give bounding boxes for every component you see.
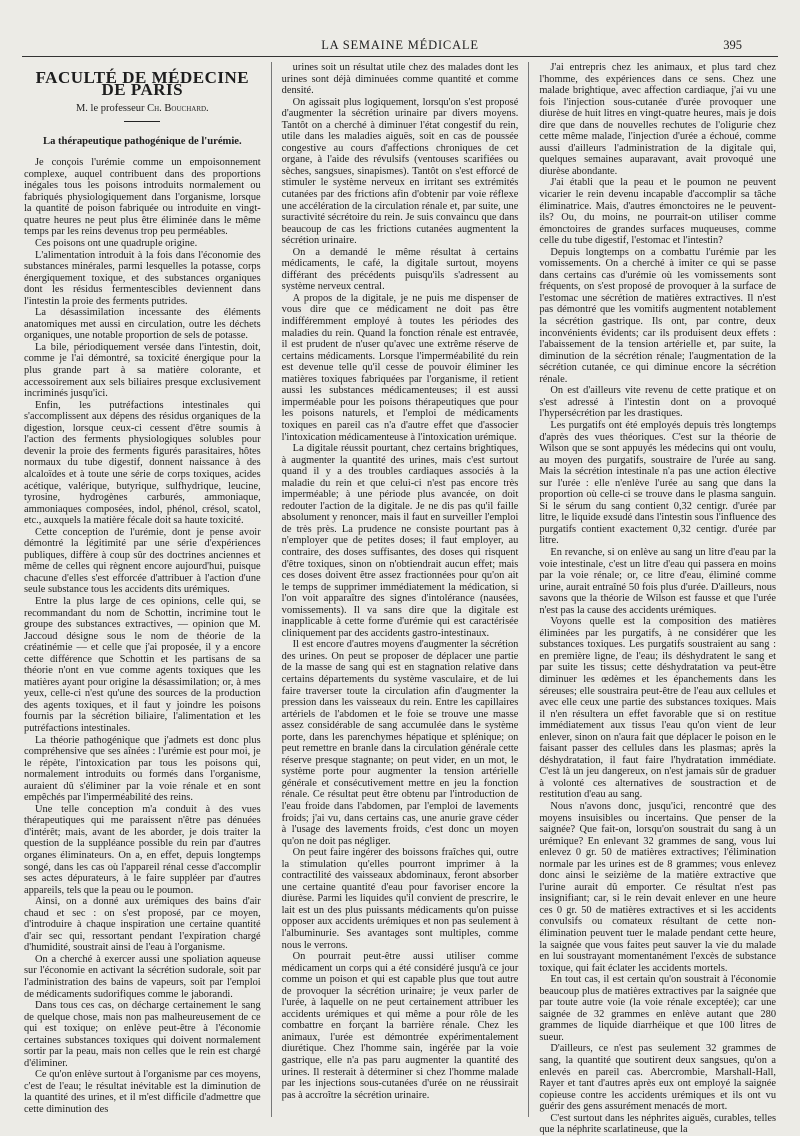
paragraph: On est d'ailleurs vite revenu de cette pratique et on s'est adressé à l'intestin dont on a provoqué l'hypersécrétion par les drastiques.: [539, 385, 777, 420]
paragraph: Il est encore d'autres moyens d'augmenter la sécrétion des urines. On peut se proposer de déplacer une partie de la masse de sang qui est en stagnation relative dans certains départements du système vasculaire, et de lui faire traverser toute la circulation afin d'augmenter la pression dans les vaisseaux du rein. Entre les capillaires artériels de l'abdomen et le foie se trouve une masse assez considérable de sang accumulée dans le système porte, dans les parenchymes hépatique et splénique; on peut remettre en branle dans la circulation générale cette réserve presque stagnante; on peut vider, en un mot, le système porte pour augmenter la tension artérielle générale et consécutivement mettre en jeu la fonction rénale. Ce résultat peut être obtenu par l'introduction de l'eau froide dans l'abdomen, par l'emploi de lavements froids; j'ai vu, dans certains cas, une anurie grave céder à l'usage des lavements froids, c'est donc un moyen qu'on ne doit pas négliger.: [281, 639, 519, 847]
paragraph: Cette conception de l'urémie, dont je pense avoir démontré la légitimité par une série d'expériences publiques, diffère à coup sûr des doctrines anciennes et même de celles qui règnent encore aujourd'hui, puisque chacune d'elles s'est efforcée d'attribuer à l'action d'une seule substance tous les accidents dits urémiques.: [24, 526, 261, 596]
paragraph: Dans tous ces cas, on décharge certainement le sang de quelque chose, mais non pas malheureusement de ce qui est toxique; on enlève peut-être à l'économie certaines substances toxiques qui doivent normalement sortir par la peau, mais non celles que le rein est chargé d'éliminer.: [24, 1000, 261, 1069]
title-rule: [124, 121, 160, 122]
paragraph: En revanche, si on enlève au sang un litre d'eau par la voie intestinale, c'est un litre d'eau qui passera en moins par la voie rénale; or, ce litre d'eau, éliminé comme urine, aurait entraîné 50 fois plus d'urée. D'ailleurs, nous savons que la théorie de Wilson est fausse et que l'urée n'est pas la cause des accidents urémiques.: [539, 546, 777, 616]
paragraph: On peut faire ingérer des boissons fraîches qui, outre la stimulation qu'elles pourront imprimer à la contractilité des vaisseaux abdominaux, feront absorber une certaine quantité d'eau pour favoriser encore la diurèse. Parmi les liquides qu'il convient de prescrire, le lait est un des plus puissants médicaments qu'on puisse opposer aux accidents urémiques et non pas seulement à l'albuminurie. Ses avantages sont multiples, comme nous le verrons.: [281, 847, 519, 951]
paragraph: Les purgatifs ont été employés depuis très longtemps d'après des vues théoriques. C'est sur la théorie de Wilson que se sont appuyés les médecins qui ont voulu, au moyen des purgatifs, soustraire de l'urée au sang. Mais la sécrétion intestinale n'a pas une action élective sur l'urée : elle n'enlève l'urée au sang que dans la proportion où celle-ci se trouve dans le plasma sanguin. Si le sérum du sang contient 0,32 centigr. d'urée par litre, le liquide exsudé dans l'intestin sous l'influence des purgatifs contient exactement 0,32 centigr. d'urée par litre.: [539, 419, 777, 547]
paragraph: La désassimilation incessante des éléments anatomiques met aussi en circulation, outre les déchets organiques, une notable proportion de sels de potasse.: [24, 307, 261, 342]
column-1: [24, 62, 261, 1117]
paragraph: D'ailleurs, ce n'est pas seulement 32 grammes de sang, la quantité que soutirent deux sangsues, qu'on a enlevés en pareil cas. Abercrombie, Marshall-Hall, Rayer et tant d'autres après eux ont employé la saignée copieuse contre les accidents urémiques et ils ont vu guérir des gens assurément menacés de mort.: [539, 1043, 777, 1113]
paragraph: urines soit un résultat utile chez des malades dont les urines sont déjà diminuées comme quantité et comme densité.: [281, 62, 519, 97]
paragraph: J'ai établi que la peau et le poumon ne peuvent vicarier le rein devenu incapable d'accomplir sa tâche éliminatrice. Mais, d'autres émonctoires ne le peuvent-ils? Ou, du moins, ne pourrait-on utiliser comme émonctoires de grandes surfaces muqueuses, comme celle du tube digestif, l'estomac et l'intestin?: [539, 177, 777, 247]
author-name: Ch. Bouchard.: [147, 103, 209, 115]
paragraph: Une telle conception m'a conduit à des vues thérapeutiques qui me paraissent n'être pas dénuées d'intérêt; mais, avant de les aborder, je dois traiter la question de la suppléance possible du rein par d'autres organes éliminateurs. On a, en effet, depuis longtemps songé, dans les cas où l'appareil rénal cesse d'accomplir ses actes dépurateurs, à le faire suppléer par d'autres appareils, tels que la peau ou le poumon.: [24, 803, 261, 896]
running-title: LA SEMAINE MÉDICALE: [321, 38, 479, 52]
paragraph: Voyons quelle est la composition des matières éliminées par les purgatifs, à ne considérer que les substances toxiques. Les purgatifs soustraient au sang : en première ligne, de l'eau; ils déshydratent le sang et par suite les tissus; cette déshydratation va peut-être diminuer les œdèmes et les épanchements dans les séreuses; elle soustraira peut-être de l'eau aux cellules et avec elle ceux une partie des substances toxiques. Mais il n'en résultera un effet favorable que si on restitue immédiatement aux tissus l'eau qu'on vient de leur enlever, sinon on n'aura fait que déplacer le poison en le faisant passer des cellules dans les plasmas; après la déshydratation, il faut faire l'hydratation immédiate. C'est là un jeu dangereux, on n'est jamais sûr de graduer à volonté ces alternatives de soustraction et de restitution d'eau au sang.: [539, 616, 777, 801]
paragraph: On a cherché à exercer aussi une spoliation aqueuse sur l'économie en activant la sécrétion sudorale, soit par l'administration des bains de vapeurs, soit par l'emploi de médicaments sudorifiques comme le jaborandi.: [24, 953, 261, 1000]
paragraph: L'alimentation introduit à la fois dans l'économie des substances minérales, parmi lesquelles la potasse, corps énergiquement toxique, et des substances organiques dont les résidus fermentescibles deviennent dans l'intestin la proie des ferments putrides.: [24, 249, 261, 307]
paragraph: On pourrait peut-être aussi utiliser comme médicament un corps qui a été considéré jusqu'à ce jour comme un poison et qui est capable plus que tout autre de provoquer la sécrétion urinaire; je veux parler de l'urée, à laquelle on ne peut certainement attribuer les accidents urémiques et qui même a pour rôle de les combattre en forçant la barrière rénale. Chez les animaux, l'urée est démontrée expérimentalement diurétique. Chez l'homme sain, ingérée par la voie gastrique, elle n'a pas paru augmenter la quantité des urines. Il resterait à déterminer si chez l'homme malade par les injections sous-cutanées d'urée on ne réussirait pas à accroître la sécrétion urinaire.: [281, 951, 519, 1101]
paragraph: C'est surtout dans les néphrites aiguës, curables, telles que la néphrite scarlatineuse, que la: [539, 1112, 777, 1136]
paragraph: Depuis longtemps on a combattu l'urémie par les vomissements. On a cherché à imiter ce qui se passe dans certains cas d'urémie où les vomissements sont fréquents, on s'est proposé de provoquer à la surface de l'estomac une sécrétion de matières extractives. Il n'est pas démontré que les vomitifs augmentent notablement la sécrétion gastrique. Ils ont, par contre, deux inconvénients évidents; car ils produisent deux effets : l'abaissement de la tension artérielle et, par suite, la diminution de la sécrétion rénale; l'augmentation de la sécrétion cutanée, ce qui diminue encore la sécrétion rénale.: [539, 246, 777, 385]
paragraph: La bile, périodiquement versée dans l'intestin, doit, comme je l'ai démontré, sa toxicité énergique pour la plus grande part à sa matière colorante, et accessoirement aux sels biliaires presque exclusivement incriminés jusqu'ici.: [24, 341, 261, 400]
paragraph: Entre la plus large de ces opinions, celle qui, se recommandant du nom de Schottin, incrimine tout le groupe des substances extractives, — opinion que M. Jaccoud désigne sous le nom de théorie de la créatinémie — et celle que j'ai proposée, il y a encore cette différence que Schottin et les partisans de sa théorie n'ont en vue comme agents toxiques que les matières ayant pour origine la désassimilation; or, à mes yeux, celle-ci n'est qu'une des sources de la production des agents toxiques, et il faut y joindre les poisons fournis par la sécrétion biliaire, l'alimentation et les putréfactions intestinales.: [24, 595, 261, 734]
paragraph: Nous n'avons donc, jusqu'ici, rencontré que des moyens insuisibles ou incertains. Que penser de la saignée? Que fait-on, lorsqu'on soustrait du sang à un urémique? En enlevant 32 grammes de sang, vous lui enlevez 0 gr. 50 de matières extractives; l'élimination normale par les urines est de 8 grammes; vous enlevez donc ainsi le seizième de la matière extractive que l'urine aurait dû emporter. Ce résultat n'est pas insignifiant; car, si le rein devait enlever en une heure ces 0 gr. 50 de matières extractives et si les accidents convulsifs ou comateux résultant de cette non-élimination peuvent tuer le malade pendant cette heure, la saignée que vous faites peut sauver la vie du malade en lui soustrayant momentanément l'excès de substance toxique, qui fait éclater les accidents mortels.: [539, 801, 777, 974]
column-divider: [528, 62, 529, 1117]
paragraph: La digitale réussit pourtant, chez certains brightiques, à augmenter la quantité des urines, mais c'est surtout quand il y a des troubles cardiaques associés à la maladie du rein et que celui-ci n'est pas encore très imperméable; à une période plus avancée, on doit redouter l'action de la digitale. Je ne dis pas qu'il faille absolument y renoncer, mais il faut en surveiller l'emploi de très près. La prudence ne consiste pourtant pas à n'employer que de petites doses; il faut employer, au contraire, des doses suffisantes, des doses qui risquent d'être toxiques, sinon on n'obtiendrait aucun effet; mais ces doses doivent être assez fractionnées pour qu'on ait le temps de supprimer immédiatement la médication, si l'on voit apparaître des signes d'intolérance (nausées, vomissements). Il va sans dire que la digitale est inapplicable à cette forme d'urémie qui est caractérisée cliniquement par des accidents gastro-intestinaux.: [281, 443, 519, 639]
paragraph: A propos de la digitale, je ne puis me dispenser de vous dire que ce médicament ne doit pas être indifféremment employé à toutes les périodes des maladies du rein. Quand la fonction rénale est entravée, il est prudent de n'user qu'avec une extrême réserve de certains médicaments. Lorsque l'imperméabilité du rein est devenue telle qu'il cesse de pouvoir éliminer les matières toxiques fabriquées par l'organisme, il retient aussi les substances médicamenteuses; il est aussi imperméable pour les poisons thérapeutiques que pour les poisons naturels, et l'emploi de médicaments toxiques en pareil cas n'a d'autre effet que d'associer l'intoxication médicamenteuse à l'intoxication urémique.: [281, 292, 519, 443]
author-line: [24, 103, 261, 115]
text-columns: [24, 62, 777, 1136]
paragraph: Je conçois l'urémie comme un empoisonnement complexe, auquel contribuent dans des proportions inégales tous les poisons introduits normalement ou fabriqués physiologiquement dans l'organisme, lorsque la quantité de poison fabriquée ou introduite en vingt-quatre heures ne peut plus être éliminée dans le même temps par les reins devenus trop peu perméables.: [24, 157, 261, 238]
paragraph: La théorie pathogénique que j'admets est donc plus compréhensive que ses aînées : l'urémie est pour moi, je le répète, l'intoxication par tous les poisons qui, normalement introduits ou formés dans l'organisme, auraient dû s'éliminer par la voie rénale et en sont empêchés par l'imperméabilité des reins.: [24, 734, 261, 804]
column-divider: [271, 62, 272, 1117]
paragraph: En tout cas, il est certain qu'on soustrait à l'économie beaucoup plus de matières extractives par la saignée que par toute autre voie (la voie rénale exceptée); car une saignée de 32 grammes en enlève autant que 280 grammes de liquide diarrhéique et que 100 litres de sueur.: [539, 974, 777, 1043]
paragraph: Enfin, les putréfactions intestinales qui s'accomplissent aux dépens des résidus organiques de la digestion, lorsque ceux-ci cessent d'être soumis à l'action des ferments physiologiques solubles pour devenir la proie des ferments figurés parasitaires, hôtes normaux du tube digestif, donnent naissance à des alcaloïdes et à toute une série de corps toxiques, acides acétique, valérique, butyrique, sulfhydrique, leucine, tyrosine, hydrogènes carburés, ammoniaque, ammoniaques composées, indol, phénol, crésol, scatol, etc., auxquels la matière fécale doit sa haute toxicité.: [24, 399, 261, 527]
lecture-title: La thérapeutique pathogénique de l'urémie.: [43, 135, 242, 147]
paragraph: On a demandé le même résultat à certains médicaments, le café, la digitale surtout, moyens différant des précédents puisqu'ils s'adressent au système nerveux central.: [281, 246, 519, 293]
paragraph: Ainsi, on a donné aux urémiques des bains d'air chaud et sec : on s'est proposé, par ce moyen, d'introduire à chaque inspiration une certaine quantité d'air sec qui, ressortant pendant l'expiration chargé d'humidité, soustrait ainsi de l'eau à l'organisme.: [24, 896, 261, 954]
page-number: 395: [723, 38, 742, 52]
paragraph: Ce qu'on enlève surtout à l'organisme par ces moyens, c'est de l'eau; le résultat inévitable est la diminution de la quantité des urines, et il m'est difficile d'admettre que cette diminution des: [24, 1069, 261, 1116]
paragraph: Ces poisons ont une quadruple origine.: [35, 238, 198, 250]
article-title: FACULTÉ DE MÉDECINE DE PARIS: [35, 68, 250, 99]
column-3: [539, 62, 777, 1136]
header-rule: [22, 56, 778, 57]
paragraph: On agissait plus logiquement, lorsqu'on s'est proposé d'augmenter la sécrétion urinaire par divers moyens. Tantôt on a cherché à diminuer l'état congestif du rein, utile dans les maladies aiguës, soit en cas de poussée congestive au cours d'affections chroniques de cet organe, à l'aide des révulsifs (ventouses scarifiées ou sèches, sangsues, sinapismes). Tantôt on s'est efforcé de stimuler le système nerveux en irritant ses extrémités cutanées par des frictions afin d'obtenir par voie réflexe une accélération de la circulation rénale et, par suite, une suractivité sécrétoire du rein. Je suis convaincu que dans beaucoup de cas les frictions cutanées augmentent la sécrétion urinaire.: [281, 96, 519, 247]
author-prefix: M. le professeur: [75, 103, 145, 115]
paragraph: J'ai entrepris chez les animaux, et plus tard chez l'homme, des expériences dans ce sens. Chez une malade brightique, avec affection cardiaque, j'ai vu une fois l'injection sous-cutanée d'urée provoquer une diurèse de huit litres en vingt-quatre heures, mais je dois dire que dans de nouvelles rechutes de l'oligurie chez cette même malade, l'injection d'urée a échoué, comme aussi d'ailleurs l'administration de la digitale qui, quelques semaines auparavant, avait provoqué une diurèse abondante.: [539, 62, 777, 177]
column-2: [282, 62, 519, 1117]
running-head: [22, 38, 778, 56]
